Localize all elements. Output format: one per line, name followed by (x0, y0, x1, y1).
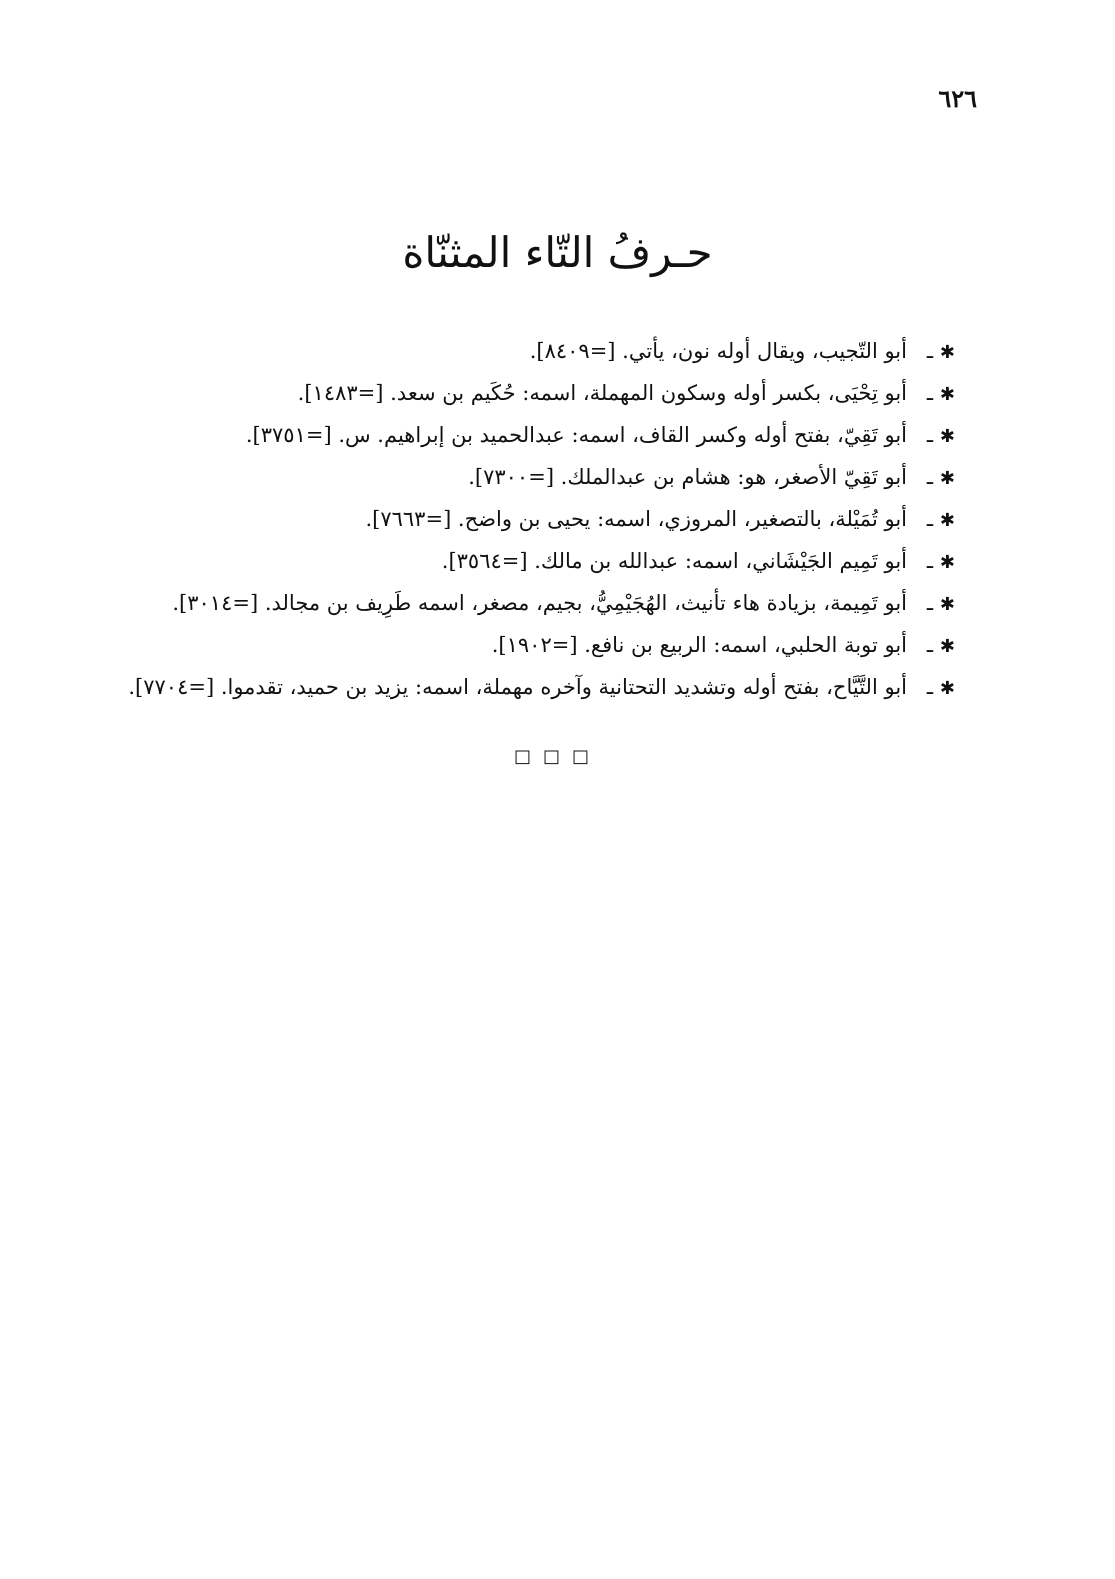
entry-text: أبو تَقِيّ، بفتح أوله وكسر القاف، اسمه: عبدالحميد بن إبراهيم. س. [=٣٧٥١]. (245, 423, 907, 447)
list-item (55, 666, 955, 708)
dash-mark: ـ (926, 549, 933, 573)
list-item (55, 372, 955, 414)
dash-mark: ـ (926, 633, 933, 657)
list-item (55, 624, 955, 666)
entry-text: أبو التّجيب، ويقال أوله نون، يأتي. [=٨٤٠٩]. (529, 339, 907, 363)
asterisk-icon: ✱ (939, 342, 955, 363)
entry-text: أبو تِحْيَى، بكسر أوله وسكون المهملة، اسمه: حُكَيم بن سعد. [=١٤٨٣]. (297, 381, 907, 405)
asterisk-icon: ✱ (939, 510, 955, 531)
asterisk-icon: ✱ (939, 426, 955, 447)
asterisk-icon: ✱ (939, 552, 955, 573)
section-end-ornament: □□□ (513, 746, 602, 767)
entry-text: أبو تَمِيمة، بزيادة هاء تأنيث، الهُجَيْمِيُّ، بجيم، مصغر، اسمه طَرِيف بن مجالد. [=٣٠١٤]. (172, 591, 907, 615)
list-item (55, 498, 955, 540)
list-item (55, 414, 955, 456)
chapter-title: حـرفُ التّاء المثنّاة (402, 228, 713, 277)
asterisk-icon: ✱ (939, 678, 955, 699)
dash-mark: ـ (926, 381, 933, 405)
entry-list (55, 330, 955, 708)
page-number: ٦٢٦ (938, 84, 977, 113)
asterisk-icon: ✱ (939, 594, 955, 615)
list-item (55, 330, 955, 372)
list-item (55, 456, 955, 498)
list-item (55, 582, 955, 624)
entry-text: أبو توبة الحلبي، اسمه: الربيع بن نافع. [=١٩٠٢]. (491, 633, 907, 657)
dash-mark: ـ (926, 339, 933, 363)
dash-mark: ـ (926, 423, 933, 447)
entry-text: أبو تَمِيم الجَيْشَاني، اسمه: عبدالله بن مالك. [=٣٥٦٤]. (441, 549, 907, 573)
dash-mark: ـ (926, 465, 933, 489)
list-item (55, 540, 955, 582)
asterisk-icon: ✱ (939, 468, 955, 489)
dash-mark: ـ (926, 507, 933, 531)
dash-mark: ـ (926, 675, 933, 699)
asterisk-icon: ✱ (939, 636, 955, 657)
entry-text: أبو تَقِيّ الأصغر، هو: هشام بن عبدالملك. [=٧٣٠٠]. (468, 465, 907, 489)
asterisk-icon: ✱ (939, 384, 955, 405)
dash-mark: ـ (926, 591, 933, 615)
entry-text: أبو التَّيَّاح، بفتح أوله وتشديد التحتانية وآخره مهملة، اسمه: يزيد بن حميد، تقدموا. [=٧٧٠٤]. (128, 675, 907, 699)
entry-text: أبو تُمَيْلة، بالتصغير، المروزي، اسمه: يحيى بن واضح. [=٧٦٦٣]. (365, 507, 907, 531)
